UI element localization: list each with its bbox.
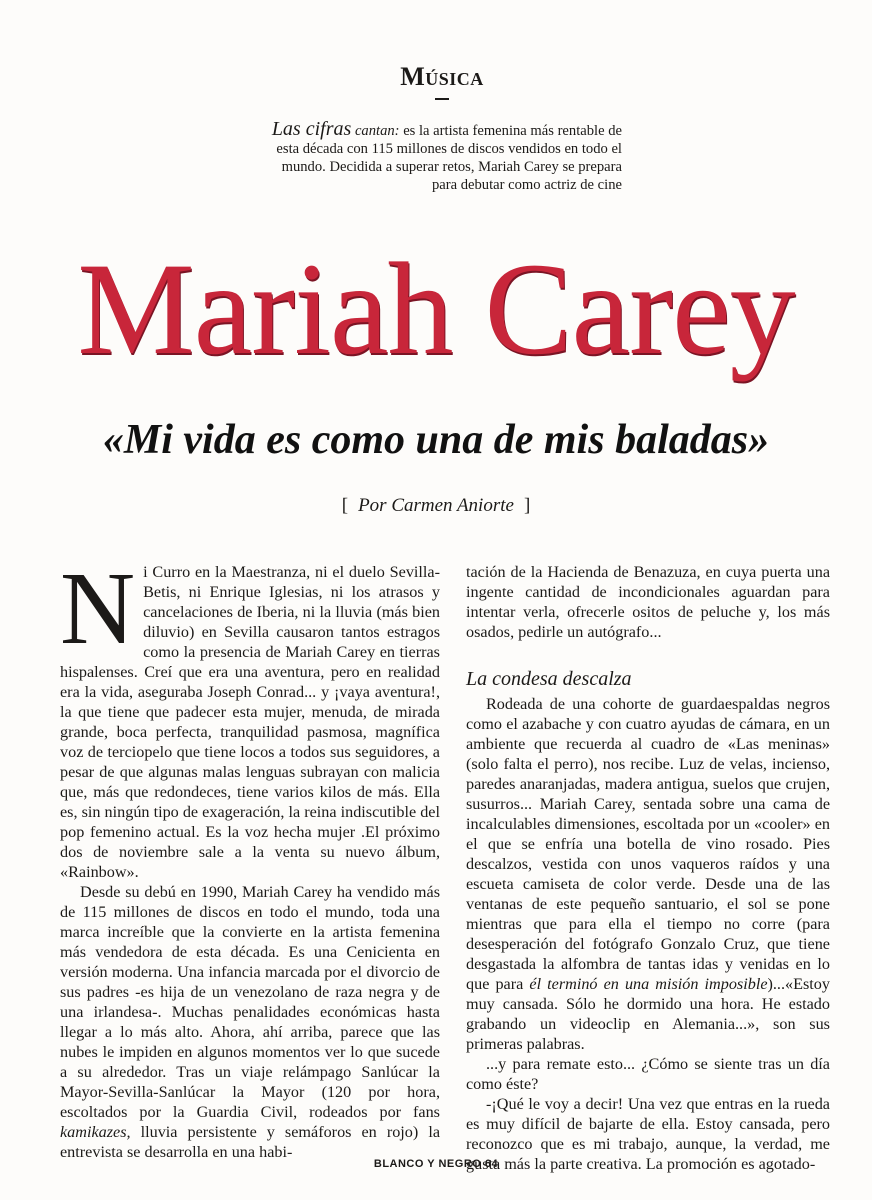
section-label: Música: [400, 62, 484, 91]
article-subhead: «Mi vida es como una de mis baladas»: [102, 417, 770, 463]
paragraph-text: )...«Estoy muy cansada. Sólo he dormido una hora. He estado grabando un videoclip en Alemania...», son sus primeras palabras.: [466, 975, 830, 1053]
paragraph-text: lluvia persistente y semáforos en rojo) la entrevista se desarrolla en una habi-: [60, 1123, 441, 1161]
byline-open-bracket: [: [341, 495, 349, 516]
paragraph: ...y para remate esto... ¿Cómo se siente tras un día como éste?: [466, 1055, 830, 1093]
deck-lead: Las cifras: [271, 118, 352, 140]
section-header: [372, 62, 512, 100]
byline-author: Por Carmen Aniorte: [358, 495, 514, 516]
page-footer: BLANCO Y NEGRO 64: [373, 1158, 499, 1170]
section-subheading: La condesa descalza: [466, 668, 632, 690]
deck-lead-rest: cantan:: [354, 123, 400, 139]
byline-close-bracket: ]: [523, 495, 531, 516]
paragraph-text: Rodeada de una cohorte de guardaespaldas negros como el azabache y con cuatro ayudas de cámara, en un ambiente que recuerda al cuadro de «Las meninas» (solo falta el perro), nos recibe. Luz de velas, incienso, paredes anaranjadas, madera antigua, suelos que crujen, susurros... Mariah Carey, sentada sobre una cama de incalculables dimensiones, escoltada por un «cooler» en el que se enfría una botella de vino rosado. Pies descalzos, vestida con unos vaqueros raídos y una escueta camiseta de color verde. Desde una de las ventanas de este pequeño santuario, el sol se pone mientras que para ella el tiempo no corre (para desesperación del fotógrafo Gonzalo Cruz, que tiene desgastada la alfombra de tantas idas y venidas en lo que para: [466, 695, 830, 993]
paragraph: tación de la Hacienda de Benazuza, en cuya puerta una ingente cantidad de incondicionales aguardan para intentar verla, ofrecerle ositos de peluche y, los más osados, pedirle un autógrafo...: [466, 563, 830, 641]
deck-summary: [262, 120, 622, 194]
byline: [0, 494, 872, 518]
paragraph-text: Desde su debú en 1990, Mariah Carey ha vendido más de 115 millones de discos en todo el mundo, toda una marca increíble que la convierte en la artista femenina más vendedora de esta década. Es una Cenicienta en versión moderna. Una infancia marcada por el divorcio de sus padres -es hija de un venezolano de raza negra y de una irlandesa-. Muchas penalidades económicas hasta llegar a lo más alto. Ahora, ahí arriba, parece que las nubes le impiden en algunos momentos ver lo que sucede a su alrededor. Tras un viaje relámpago Sanlúcar la Mayor-Sevilla-Sanlúcar la Mayor (120 por hora, escoltados por la Guardia Civil, rodeados por fans: [60, 883, 440, 1121]
paragraph: -¡Qué le voy a decir! Una vez que entras en la rueda es muy difícil de bajarte de ella. Estoy cansada, pero reconozco que es mi trabajo, aunque, la verdad, me gusta más la parte creativa. La promoción es agotado-: [466, 1095, 830, 1173]
article-column-2: [466, 562, 830, 1174]
paragraph-text: i Curro en la Maestranza, ni el duelo Sevilla-Betis, ni Enrique Iglesias, ni los atrasos y cancelaciones de Iberia, ni la lluvia (más bien diluvio) en Sevilla causaron tantos estragos como la presencia de Mariah Carey en tierras hispalenses. Creí que era una aventura, pero en realidad era la vida, aseguraba Joseph Conrad... y ¡vaya aventura!, la que tiene que padecer esta mujer, menuda, de mirada grande, boca perfecta, tranquilidad pasmosa, magnífica voz de terciopelo que tiene locos a todos sus seguidores, a pesar de que algunas malas lenguas subrayan con malicia que, más que redondeces, tiene varios kilos de más. Ella es, sin ningún tipo de exageración, la reina indiscutible del pop femenino actual. Es la voz hecha mujer .El próximo dos de noviembre sale a la venta su nuevo álbum, «Rainbow».: [60, 563, 440, 881]
article-headline: Mariah Carey: [77, 235, 795, 382]
article-column-1: [60, 551, 441, 1162]
paragraph-italic: él terminó en una misión imposible: [529, 975, 768, 993]
paragraph: [60, 882, 440, 1162]
section-rule: [435, 98, 449, 100]
paragraph-italic: kamikazes,: [60, 1123, 131, 1141]
paragraph: [466, 694, 830, 1054]
drop-cap: N: [60, 551, 136, 666]
deck-text: es la artista femenina más rentable de esta década con 115 millones de discos vendidos en todo el mundo. Decidida a superar retos, Mariah Carey se prepara para debutar como actriz de cine: [276, 123, 622, 193]
paragraph: [60, 551, 440, 882]
